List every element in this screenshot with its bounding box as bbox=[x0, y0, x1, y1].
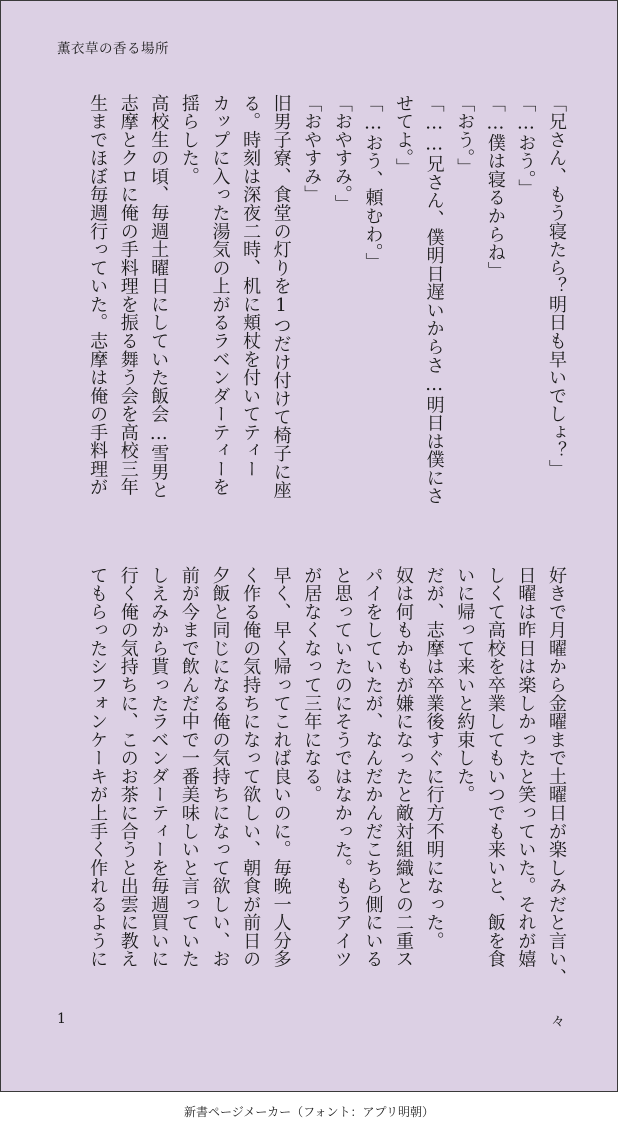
text-line: しくて高校を卒業してもいつでも来いと、飯を食 bbox=[484, 566, 506, 969]
text-line: る。時刻は深夜二時、机に頬杖を付いてティー bbox=[240, 94, 262, 478]
text-line: と思っていたのにそうではなかった。もうアイツ bbox=[331, 566, 353, 969]
page-title: 薫衣草の香る場所 bbox=[57, 41, 169, 57]
text-line: 「……兄さん、僕明日遅いからさ…明日は僕にさ bbox=[423, 94, 445, 506]
text-line: 好きで月曜から金曜まで土曜日が楽しみだと言い、 bbox=[546, 566, 567, 987]
text-line: 「…おう、頼むわ。」 bbox=[362, 94, 384, 271]
text-line: 揺らした。 bbox=[178, 94, 200, 186]
text-line: 「兄さん、もう寝たら？明日も早いでしょ？」 bbox=[546, 94, 567, 478]
text-line: 行く俺の気持ちに、このお茶に合うと出雲に教え bbox=[117, 566, 139, 969]
text-block-top bbox=[51, 94, 571, 526]
text-line: 「おやすみ。」 bbox=[331, 94, 353, 213]
text-line: いに帰って来いと約束した。 bbox=[454, 566, 476, 804]
text-line: 「おう。」 bbox=[454, 94, 476, 177]
text-line: 高校生の頃、毎週土曜日にしていた飯会…雪男と bbox=[148, 94, 170, 500]
text-line: 「…おう。」 bbox=[515, 94, 537, 198]
text-block-bottom bbox=[51, 566, 571, 998]
text-line: だが、志摩は卒業後すぐに行方不明になった。 bbox=[423, 566, 445, 950]
text-line: 日曜は昨日は楽しかったと笑っていた。それが嬉 bbox=[515, 566, 537, 969]
footer-credit: 新書ページメーカー（フォント：アプリ明朝） bbox=[183, 1105, 435, 1119]
text-line: 前が今まで飲んだ中で一番美味しいと言っていた bbox=[178, 566, 200, 969]
text-line: が居なくなって三年になる。 bbox=[301, 566, 323, 804]
text-line: 夕飯と同じになる俺の気持ちになって欲しい、お bbox=[209, 566, 231, 969]
text-line: カップに入った湯気の上がるラベンダーティーを bbox=[209, 94, 231, 497]
text-line: 「おやすみ」 bbox=[301, 94, 323, 204]
text-line: 旧男子寮、食堂の灯りを1つだけ付けて椅子に座 bbox=[270, 94, 292, 500]
page-number-right: 々 bbox=[551, 1014, 565, 1030]
text-line: パイをしていたが、なんだかんだこちら側にいる bbox=[362, 566, 384, 969]
text-line: 早く、早く帰ってこれば良いのに。毎晩一人分多 bbox=[270, 566, 292, 969]
text-line: 奴は何もかもが嫌になったと敵対組織との二重ス bbox=[393, 566, 415, 969]
text-line: せてよ。」 bbox=[393, 94, 415, 177]
text-line: 「…僕は寝るからね」 bbox=[484, 94, 506, 280]
text-line: てもらったシフォンケーキが上手く作れるように bbox=[87, 566, 109, 969]
text-line: しえみから貰ったラベンダーティーを毎週買いに bbox=[148, 566, 170, 969]
page-number-left: 1 bbox=[57, 1011, 66, 1027]
text-line: 生までほぼ毎週行っていた。志摩は俺の手料理が bbox=[87, 94, 109, 497]
text-line: 志摩とクロに俺の手料理を振る舞う会を高校三年 bbox=[117, 94, 139, 497]
text-line: く作る俺の気持ちになって欲しい、朝食が前日の bbox=[240, 566, 262, 969]
